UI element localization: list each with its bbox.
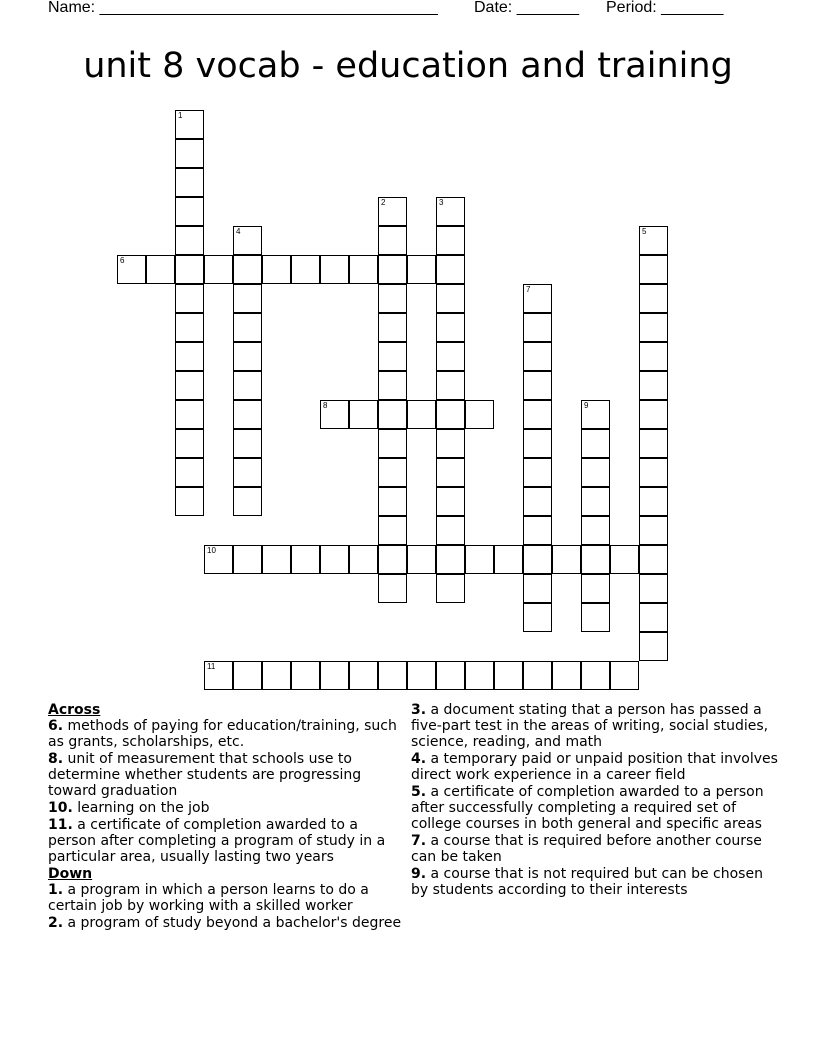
grid-cell[interactable] — [175, 458, 204, 487]
period-field-label: Period: _______ — [606, 0, 724, 16]
cell-number: 9 — [584, 401, 589, 410]
grid-cell[interactable] — [407, 400, 436, 429]
grid-cell[interactable] — [291, 255, 320, 284]
grid-cell[interactable] — [436, 458, 465, 487]
cell-number: 6 — [120, 256, 125, 265]
grid-cell[interactable] — [581, 603, 610, 632]
grid-cell[interactable] — [436, 545, 465, 574]
grid-cell[interactable] — [581, 516, 610, 545]
grid-cell[interactable] — [320, 255, 349, 284]
grid-cell[interactable] — [378, 313, 407, 342]
clue-text: unit of measurement that schools use to determine whether students are progressing toward graduation — [48, 751, 362, 799]
grid-cell[interactable] — [436, 197, 465, 226]
clue-number: 11. — [48, 817, 73, 833]
grid-cell[interactable] — [436, 429, 465, 458]
grid-cell[interactable] — [117, 255, 146, 284]
grid-cell[interactable] — [552, 661, 581, 690]
cell-number: 5 — [642, 227, 647, 236]
grid-cell[interactable] — [233, 458, 262, 487]
grid-cell[interactable] — [262, 255, 291, 284]
clue-item — [48, 751, 408, 799]
grid-cell[interactable] — [378, 371, 407, 400]
grid-cell[interactable] — [262, 545, 291, 574]
cell-number: 11 — [207, 662, 216, 671]
grid-cell[interactable] — [233, 342, 262, 371]
cell-number: 4 — [236, 227, 241, 236]
grid-cell[interactable] — [262, 661, 291, 690]
grid-cell[interactable] — [581, 400, 610, 429]
grid-cell[interactable] — [349, 400, 378, 429]
grid-cell[interactable] — [639, 516, 668, 545]
grid-cell[interactable] — [233, 400, 262, 429]
grid-cell[interactable] — [523, 574, 552, 603]
grid-cell[interactable] — [523, 661, 552, 690]
clue-text: a course that is required before another course can be taken — [411, 833, 762, 865]
grid-cell[interactable] — [175, 255, 204, 284]
grid-cell[interactable] — [523, 487, 552, 516]
grid-cell[interactable] — [436, 400, 465, 429]
clue-text: a temporary paid or unpaid position that involves direct work experience in a career field — [411, 751, 778, 783]
down-clue-list — [48, 882, 408, 931]
clue-text: methods of paying for education/training, such as grants, scholarships, etc. — [48, 718, 397, 750]
grid-cell[interactable] — [610, 661, 639, 690]
grid-cell[interactable] — [175, 284, 204, 313]
grid-cell[interactable] — [175, 168, 204, 197]
grid-cell[interactable] — [639, 545, 668, 574]
grid-cell[interactable] — [407, 661, 436, 690]
clue-text: learning on the job — [72, 800, 210, 816]
grid-cell[interactable] — [639, 400, 668, 429]
clue-number: 9. — [411, 866, 427, 882]
clue-text: a course that is not required but can be chosen by students according to their interests — [411, 866, 763, 898]
grid-cell[interactable] — [320, 400, 349, 429]
clue-item — [411, 702, 781, 750]
grid-cell[interactable] — [233, 371, 262, 400]
grid-cell[interactable] — [639, 574, 668, 603]
clue-number: 4. — [411, 751, 427, 767]
grid-cell[interactable] — [233, 429, 262, 458]
grid-cell[interactable] — [639, 342, 668, 371]
down-clue-list-continued — [411, 702, 781, 898]
grid-cell[interactable] — [320, 661, 349, 690]
clue-item — [48, 718, 408, 750]
clues-column-right — [411, 702, 781, 899]
clue-item — [48, 882, 408, 914]
date-field-label: Date: _______ — [474, 0, 579, 16]
grid-cell[interactable] — [378, 226, 407, 255]
grid-cell[interactable] — [175, 487, 204, 516]
grid-cell[interactable] — [233, 487, 262, 516]
across-clue-list — [48, 718, 408, 865]
clue-number: 3. — [411, 702, 427, 718]
grid-cell[interactable] — [523, 313, 552, 342]
grid-cell[interactable] — [204, 545, 233, 574]
grid-cell[interactable] — [465, 661, 494, 690]
grid-cell[interactable] — [639, 632, 668, 661]
down-heading: Down — [48, 866, 93, 882]
grid-cell[interactable] — [349, 545, 378, 574]
grid-cell[interactable] — [175, 371, 204, 400]
grid-cell[interactable] — [581, 574, 610, 603]
grid-cell[interactable] — [523, 400, 552, 429]
clue-number: 5. — [411, 784, 427, 800]
clue-item — [48, 800, 408, 816]
grid-cell[interactable] — [436, 487, 465, 516]
clue-item — [411, 866, 781, 898]
grid-cell[interactable] — [175, 342, 204, 371]
grid-cell[interactable] — [378, 429, 407, 458]
grid-cell[interactable] — [407, 545, 436, 574]
clue-number: 1. — [48, 882, 64, 898]
cell-number: 8 — [323, 401, 328, 410]
grid-cell[interactable] — [523, 458, 552, 487]
grid-cell[interactable] — [465, 400, 494, 429]
grid-cell[interactable] — [378, 284, 407, 313]
page-title: unit 8 vocab - education and training — [83, 46, 733, 86]
grid-cell[interactable] — [581, 429, 610, 458]
cell-number: 3 — [439, 198, 444, 207]
grid-cell[interactable] — [349, 255, 378, 284]
grid-cell[interactable] — [436, 371, 465, 400]
grid-cell[interactable] — [146, 255, 175, 284]
grid-cell[interactable] — [523, 603, 552, 632]
grid-cell[interactable] — [639, 255, 668, 284]
name-field-label: Name: ______________________________________ — [48, 0, 438, 16]
clue-number: 6. — [48, 718, 64, 734]
grid-cell[interactable] — [581, 487, 610, 516]
clue-number: 10. — [48, 800, 73, 816]
grid-cell[interactable] — [233, 313, 262, 342]
grid-cell[interactable] — [349, 661, 378, 690]
grid-cell[interactable] — [233, 255, 262, 284]
grid-cell[interactable] — [523, 545, 552, 574]
grid-cell[interactable] — [175, 313, 204, 342]
grid-cell[interactable] — [639, 284, 668, 313]
clue-item — [48, 817, 408, 865]
grid-cell[interactable] — [378, 400, 407, 429]
grid-cell[interactable] — [175, 110, 204, 139]
grid-cell[interactable] — [175, 400, 204, 429]
grid-cell[interactable] — [233, 661, 262, 690]
grid-cell[interactable] — [581, 661, 610, 690]
grid-cell[interactable] — [639, 313, 668, 342]
grid-cell[interactable] — [436, 255, 465, 284]
cell-number: 10 — [207, 546, 216, 555]
grid-cell[interactable] — [233, 284, 262, 313]
grid-cell[interactable] — [552, 545, 581, 574]
grid-cell[interactable] — [523, 516, 552, 545]
grid-cell[interactable] — [204, 661, 233, 690]
grid-cell[interactable] — [175, 197, 204, 226]
grid-cell[interactable] — [407, 255, 436, 284]
grid-cell[interactable] — [436, 284, 465, 313]
grid-cell[interactable] — [639, 603, 668, 632]
cell-number: 1 — [178, 111, 183, 120]
grid-cell[interactable] — [523, 429, 552, 458]
grid-cell[interactable] — [378, 197, 407, 226]
grid-cell[interactable] — [639, 487, 668, 516]
grid-cell[interactable] — [378, 516, 407, 545]
clue-number: 2. — [48, 915, 64, 931]
grid-cell[interactable] — [175, 429, 204, 458]
clue-text: a document stating that a person has passed a five-part test in the areas of writing, social studies, science, reading, and math — [411, 702, 769, 750]
grid-cell[interactable] — [436, 313, 465, 342]
grid-cell[interactable] — [436, 342, 465, 371]
clue-text: a program of study beyond a bachelor's degree — [63, 915, 402, 931]
grid-cell[interactable] — [378, 487, 407, 516]
grid-cell[interactable] — [378, 661, 407, 690]
clue-item — [48, 915, 408, 931]
cell-number: 2 — [381, 198, 386, 207]
grid-cell[interactable] — [320, 545, 349, 574]
grid-cell[interactable] — [233, 545, 262, 574]
grid-cell[interactable] — [494, 545, 523, 574]
grid-cell[interactable] — [523, 284, 552, 313]
clues-column-left — [48, 702, 408, 932]
grid-cell[interactable] — [494, 661, 523, 690]
across-heading: Across — [48, 702, 101, 718]
grid-cell[interactable] — [378, 342, 407, 371]
grid-cell[interactable] — [581, 545, 610, 574]
grid-cell[interactable] — [639, 371, 668, 400]
grid-cell[interactable] — [175, 139, 204, 168]
grid-cell[interactable] — [436, 226, 465, 255]
clue-text: a certificate of completion awarded to a person after successfully completing a required set of college courses in both general and specific areas — [411, 784, 764, 832]
clue-number: 7. — [411, 833, 427, 849]
clue-item — [411, 784, 781, 832]
cell-number: 7 — [526, 285, 531, 294]
grid-cell[interactable] — [436, 661, 465, 690]
grid-cell[interactable] — [523, 371, 552, 400]
grid-cell[interactable] — [639, 458, 668, 487]
grid-cell[interactable] — [581, 458, 610, 487]
grid-cell[interactable] — [204, 255, 233, 284]
grid-cell[interactable] — [523, 342, 552, 371]
grid-cell[interactable] — [465, 545, 494, 574]
grid-cell[interactable] — [175, 226, 204, 255]
clue-number: 8. — [48, 751, 64, 767]
grid-cell[interactable] — [436, 574, 465, 603]
grid-cell[interactable] — [639, 429, 668, 458]
grid-cell[interactable] — [610, 545, 639, 574]
clue-item — [411, 833, 781, 865]
clue-item — [411, 751, 781, 783]
grid-cell[interactable] — [436, 516, 465, 545]
grid-cell[interactable] — [291, 545, 320, 574]
clue-text: a certificate of completion awarded to a person after completing a program of study in a particular area, usually lasting two years — [48, 817, 386, 865]
grid-cell[interactable] — [233, 226, 262, 255]
grid-cell[interactable] — [639, 226, 668, 255]
grid-cell[interactable] — [291, 661, 320, 690]
grid-cell[interactable] — [378, 545, 407, 574]
grid-cell[interactable] — [378, 458, 407, 487]
grid-cell[interactable] — [378, 255, 407, 284]
clue-text: a program in which a person learns to do a certain job by working with a skilled worker — [48, 882, 369, 914]
grid-cell[interactable] — [378, 574, 407, 603]
